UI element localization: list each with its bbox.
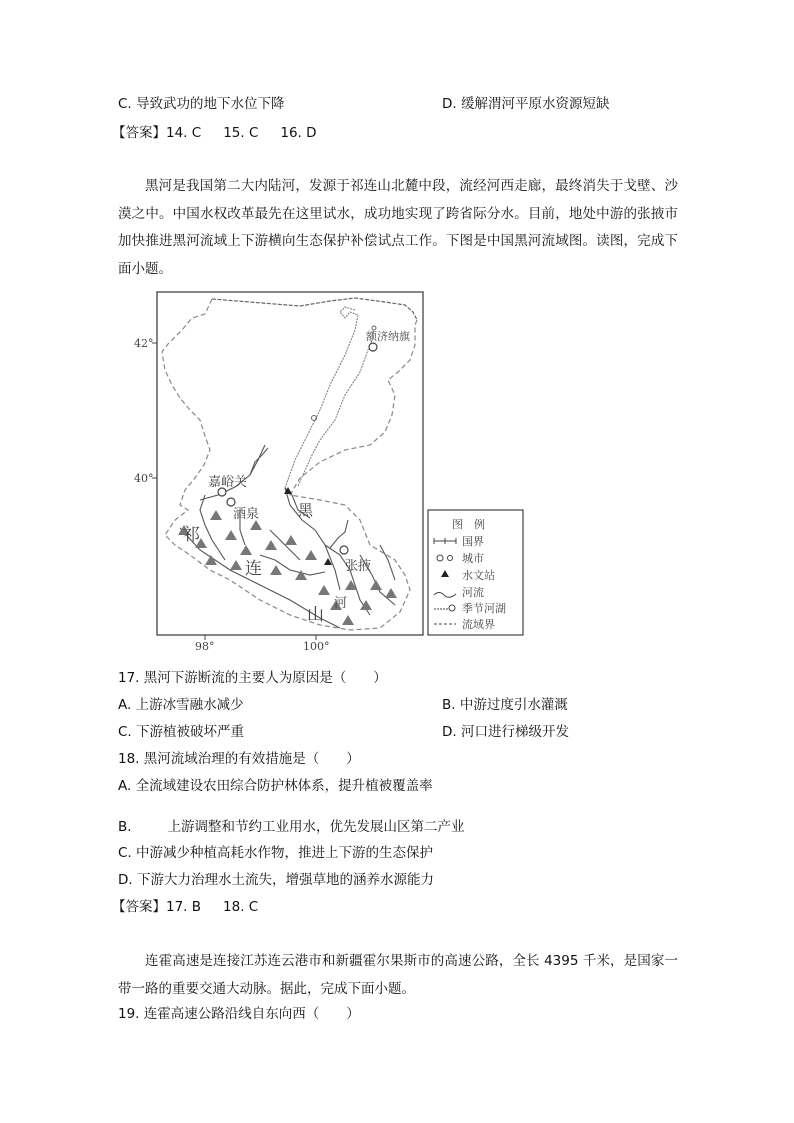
answer-16: 16. D: [280, 125, 317, 141]
q18-option-b-label: B.: [118, 819, 132, 835]
label-jiayuguan: 嘉峪关: [208, 475, 248, 490]
legend-border: 国界: [462, 535, 484, 548]
heihe-basin-map: [130, 286, 530, 656]
answer-14: 14. C: [166, 125, 202, 141]
map-frame: [157, 292, 423, 635]
answer-14-16: [112, 124, 317, 142]
answer-17-18: [112, 898, 258, 916]
label-hei: 黑: [298, 501, 314, 519]
passage-heihe: 黑河是我国第二大内陆河，发源于祁连山北麓中段，流经河西走廊，最终消失于戈壁、沙漠之中。中国水权改革最先在这里试水，成功地实现了跨省际分水。目前，地处中游的张掖市加快推进黑河流域上下游横向生态保护补偿试点工作。下图是中国黑河流域图。读图，完成下面小题。: [118, 178, 678, 277]
q18-option-c: C. 中游减少种植高耗水作物，推进上下游的生态保护: [118, 845, 434, 861]
q19-stem: 19. 连霍高速公路沿线自东向西（ ）: [118, 1006, 360, 1022]
q17-option-a: A. 上游冰雪融水减少: [118, 697, 244, 713]
legend-title: 图 例: [452, 518, 485, 531]
q18-option-a: A. 全流域建设农田综合防护林体系，提升植被覆盖率: [118, 778, 433, 794]
q18-option-d: D. 下游大力治理水土流失，增强草地的涵养水源能力: [118, 872, 434, 888]
legend-river: 河流: [462, 586, 484, 599]
q16-option-d: D. 缓解渭河平原水资源短缺: [442, 96, 610, 112]
legend-station: 水文站: [462, 569, 495, 582]
lat-42: 42°: [134, 337, 154, 350]
answer-label: 【答案】: [112, 125, 166, 141]
city-jiuquan: [227, 498, 235, 506]
label-lian: 连: [245, 559, 262, 579]
answer-17: 17. B: [166, 899, 202, 915]
q17-option-b: B. 中游过度引水灌溉: [442, 697, 568, 713]
label-jiuquan: 酒泉: [233, 507, 260, 522]
map-legend: [428, 510, 523, 635]
answer-label: 【答案】: [112, 899, 166, 915]
lon-100: 100°: [303, 640, 330, 653]
passage-lianhuo: 连霍高速是连接江苏连云港市和新疆霍尔果斯市的高速公路，全长 4395 千米，是国家一带一路的重要交通大动脉。据此，完成下面小题。: [118, 953, 678, 997]
legend-city: 城市: [462, 552, 484, 565]
answer-18: 18. C: [223, 899, 259, 915]
label-ejina: 额济纳旗: [366, 330, 410, 343]
lat-40: 40°: [134, 472, 154, 485]
city-zhangye: [340, 546, 348, 554]
q17-stem: 17. 黑河下游断流的主要人为原因是（ ）: [118, 670, 387, 686]
lon-98: 98°: [195, 640, 215, 653]
answer-15: 15. C: [223, 125, 259, 141]
q17-option-d: D. 河口进行梯级开发: [442, 724, 569, 740]
q18-option-b-text: 上游调整和节约工业用水，优先发展山区第二产业: [167, 819, 465, 835]
q17-option-c: C. 下游植被破坏严重: [118, 724, 245, 740]
q18-stem: 18. 黑河流域治理的有效措施是（ ）: [118, 751, 360, 767]
q16-option-c: C. 导致武功的地下水位下降: [118, 96, 285, 112]
legend-seasonal: 季节河湖: [462, 602, 506, 615]
city-ejina: [369, 343, 377, 351]
q18-option-b: [118, 818, 465, 836]
label-zhangye: 张掖: [345, 559, 372, 574]
legend-basin: 流域界: [462, 618, 495, 631]
label-qi: 祁: [183, 525, 200, 545]
label-he: 河: [334, 596, 348, 611]
label-shan: 山: [307, 605, 324, 625]
